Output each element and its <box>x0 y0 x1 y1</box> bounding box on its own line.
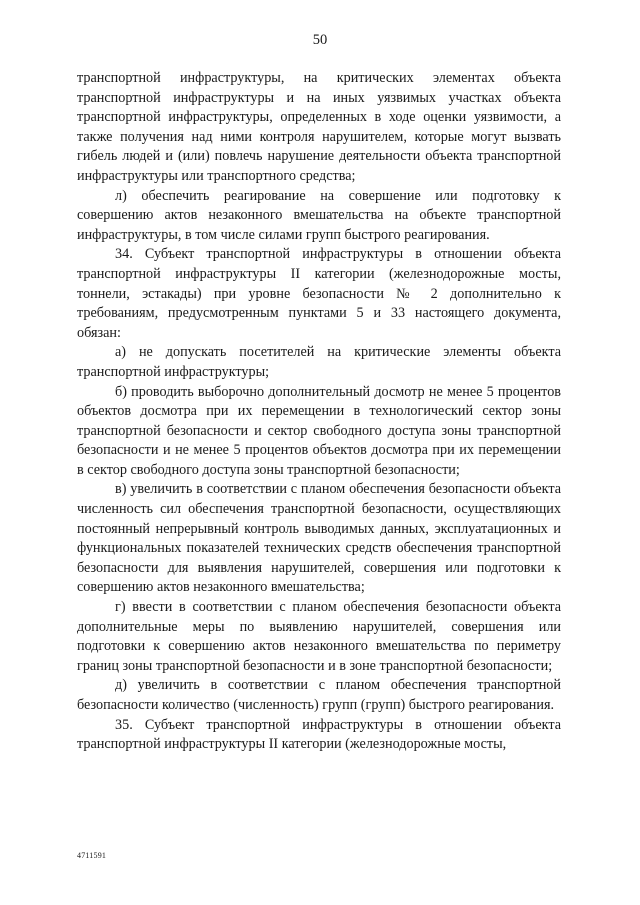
paragraph: в) увеличить в соответствии с планом обеспечения безопасности объекта численность сил обеспечения транспортной безопасности, осуществляющих постоянный непрерывный контроль выводимых данных, эксплуатационных и функциональных показателей технических средств обеспечения транспортной безопасности для выявления нарушителей, совершения или подготовки к совершению актов незаконного вмешательства; <box>77 481 561 596</box>
paragraph: г) ввести в соответствии с планом обеспечения безопасности объекта дополнительные меры по выявлению нарушителей, совершения или подготовки к совершению актов незаконного вмешательства по периметру границ зоны транспортной безопасности и в зоне транспортной безопасности; <box>77 599 561 674</box>
document-code: 4711591 <box>77 851 107 860</box>
paragraph: д) увеличить в соответствии с планом обеспечения транспортной безопасности количество (численность) групп (групп) быстрого реагирования. <box>77 677 561 713</box>
paragraph: л) обеспечить реагирование на совершение или подготовку к совершению актов незаконного вмешательства на объекте транспортной инфраструктуры, в том числе силами групп быстрого реагирования. <box>77 187 561 243</box>
paragraph: 35. Субъект транспортной инфраструктуры в отношении объекта транспортной инфраструктуры II категории (железнодорожные мосты, <box>77 716 561 753</box>
paragraph: а) не допускать посетителей на критические элементы объекта транспортной инфраструктуры; <box>77 344 561 380</box>
paragraph: б) проводить выборочно дополнительный досмотр не менее 5 процентов объектов досмотра при их перемещении в технологический сектор зоны транспортной безопасности и сектор свободного доступа зоны транспортной безопасности и не менее 5 процентов объектов досмотра при их перемещении в сектор свободного доступа зоны транспортной безопасности; <box>77 383 561 478</box>
paragraph: транспортной инфраструктуры, на критических элементах объекта транспортной инфраструктуры и на иных уязвимых участках объекта транспортной инфраструктуры, определенных в ходе оценки уязвимости, а также получения над ними контроля нарушителем, которые могут вызвать гибель людей и (или) повлечь нарушение деятельности объекта транспортной инфраструктуры или транспортного средства; <box>77 70 561 184</box>
document-body <box>77 69 561 755</box>
paragraph: 34. Субъект транспортной инфраструктуры в отношении объекта транспортной инфраструктуры II категории (железнодорожные мосты, тоннели, эстакады) при уровне безопасности № 2 дополнительно к требованиям, предусмотренным пунктами 5 и 33 настоящего документа, обязан: <box>77 246 561 341</box>
page-number: 50 <box>312 32 328 48</box>
